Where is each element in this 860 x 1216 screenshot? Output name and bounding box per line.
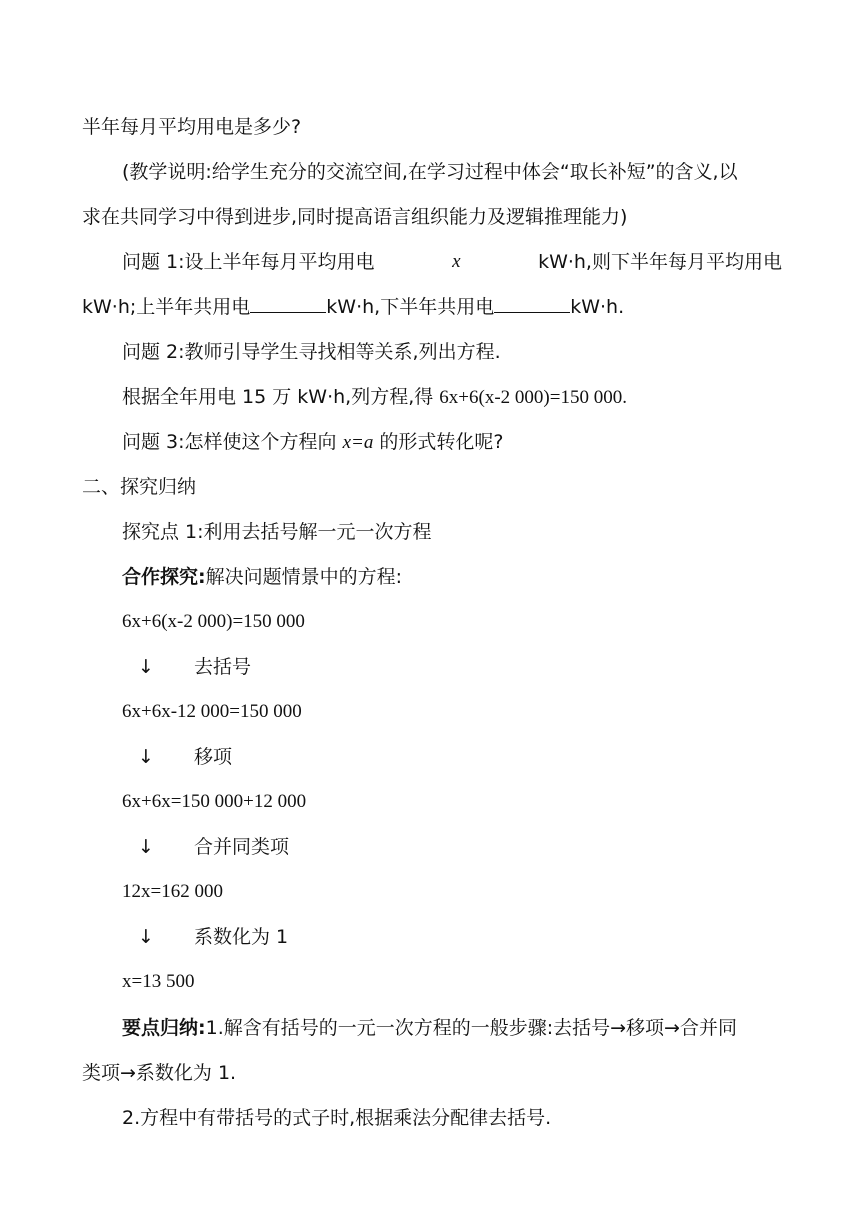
text-segment: 的形式转化呢? (373, 431, 504, 453)
text-line (82, 114, 782, 140)
key-points-text: 类项→系数化为 1. (82, 1062, 237, 1084)
down-arrow-icon: ↓ (138, 656, 154, 678)
question-2-line (122, 339, 782, 365)
key-points-label: 要点归纳: (122, 1017, 206, 1039)
paragraph-text: 求在共同学习中得到进步,同时提高语言组织能力及逻辑推理能力) (82, 206, 628, 228)
equation: 12x=162 000 (122, 881, 223, 902)
down-arrow-icon: ↓ (138, 926, 154, 948)
step-row (138, 924, 288, 950)
equation: 6x+6(x-2 000)=150 000. (439, 387, 627, 408)
question-3-line (122, 429, 782, 456)
text-line (82, 204, 782, 230)
fill-blank (494, 294, 570, 313)
equation-line (122, 384, 782, 411)
key-points-text: 2.方程中有带括号的式子时,根据乘法分配律去括号. (122, 1107, 552, 1129)
cooperation-line (122, 564, 782, 590)
question-2-text: 问题 2:教师引导学生寻找相等关系,列出方程. (122, 341, 501, 363)
step-row (138, 744, 232, 770)
question-1-line (122, 249, 782, 275)
cooperation-label: 合作探究: (122, 566, 206, 588)
text-segment: kW·h,下半年共用电 (326, 296, 495, 318)
step-equation (122, 879, 782, 905)
step-equation (122, 609, 782, 635)
section-title: 二、探究归纳 (82, 476, 197, 498)
key-points-text: 1.解含有括号的一元一次方程的一般步骤:去括号→移项→合并同 (205, 1017, 737, 1039)
equation: 6x+6x=150 000+12 000 (122, 791, 307, 812)
step-equation (122, 699, 782, 725)
down-arrow-icon: ↓ (138, 836, 154, 858)
section-heading (82, 474, 782, 500)
paragraph-text: (教学说明:给学生充分的交流空间,在学习过程中体会“取长补短”的含义,以 (122, 161, 738, 183)
equation: 6x+6(x-2 000)=150 000 (122, 611, 305, 632)
step-label: 系数化为 1 (194, 926, 289, 948)
equation: 6x+6x-12 000=150 000 (122, 701, 302, 722)
key-points-line (82, 1060, 782, 1086)
question-1-line-2 (82, 294, 782, 320)
explore-point-title: 探究点 1:利用去括号解一元一次方程 (122, 521, 432, 543)
step-label: 去括号 (194, 656, 252, 678)
paragraph-text: 半年每月平均用电是多少? (82, 116, 302, 138)
text-line (122, 159, 782, 185)
step-row (138, 834, 289, 860)
text-segment: kW·h;上半年共用电 (82, 296, 251, 318)
down-arrow-icon: ↓ (138, 746, 154, 768)
variable-x: x (452, 251, 461, 272)
fill-blank (250, 294, 326, 313)
step-equation (122, 789, 782, 815)
text-segment: 根据全年用电 15 万 kW·h,列方程,得 (122, 386, 440, 408)
text-segment: 问题 3:怎样使这个方程向 (122, 431, 343, 453)
step-row (138, 654, 251, 680)
step-label: 合并同类项 (194, 836, 290, 858)
equation: x=13 500 (122, 971, 195, 992)
text-segment: kW·h. (570, 296, 625, 318)
question-1-text-cont: kW·h,则下半年每月平均用电 (538, 251, 782, 273)
cooperation-text: 解决问题情景中的方程: (205, 566, 403, 588)
question-1-text: 问题 1:设上半年每月平均用电 (122, 251, 375, 273)
step-label: 移项 (194, 746, 233, 768)
key-points-line (122, 1015, 782, 1041)
key-points-line (122, 1105, 782, 1131)
explore-point-line (122, 519, 782, 545)
equation: x=a (342, 432, 374, 453)
step-equation (122, 969, 782, 995)
